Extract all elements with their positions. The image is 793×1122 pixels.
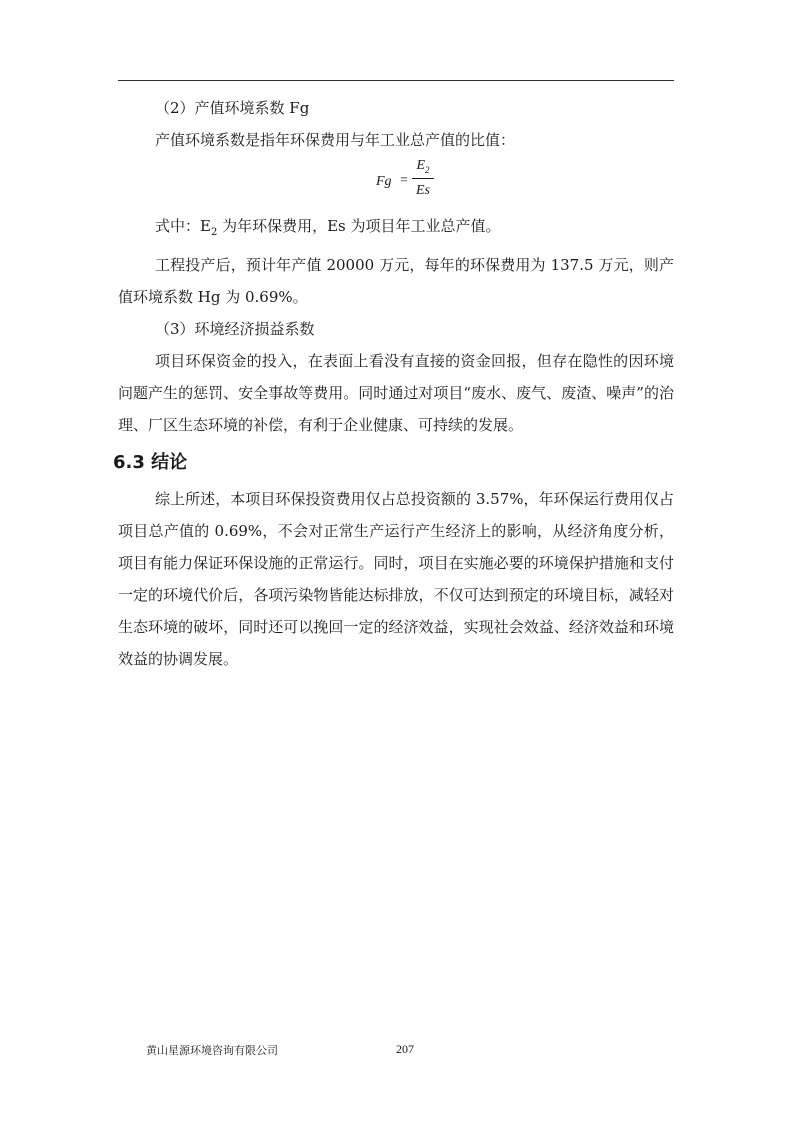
where-text — [118, 210, 674, 249]
fg-formula — [118, 156, 674, 208]
formula-fraction-bar — [412, 178, 434, 179]
calc-text: 工程投产后，预计年产值 20000 万元，每年的环保费用为 137.5 万元，则产值环境系数 Hg 为 0.69%。 — [118, 256, 674, 306]
formula-lhs: Fg — [376, 174, 392, 189]
loss-text: 项目环保资金的投入，在表面上看没有直接的资金回报，但存在隐性的因环境问题产生的惩罚、安全事故等费用。同时通过对项目“废水、废气、废渣、噪声”的治理、厂区生态环境的补偿，有利于企业健康、可持续的发展。 — [118, 352, 674, 434]
conclusion-heading: 6.3 结论 — [113, 452, 188, 473]
footer-page-number: 207 — [396, 1042, 414, 1056]
fg-definition: 产值环境系数是指年环保费用与年工业总产值的比值： — [155, 131, 516, 149]
formula-numerator-sub: 2 — [425, 164, 430, 175]
formula-fraction — [412, 156, 434, 201]
formula-equals: = — [400, 173, 408, 188]
where-prefix: 式中：E — [155, 217, 211, 235]
formula-numerator — [412, 156, 434, 176]
where-sub: 2 — [210, 227, 218, 238]
header-rule — [118, 80, 674, 81]
where-suffix: 为年环保费用，Es 为项目年工业总产值。 — [217, 217, 501, 235]
page-footer — [0, 1042, 793, 1062]
section-loss-title: （3）环境经济损益系数 — [155, 320, 315, 338]
formula-numerator-var: E — [416, 158, 426, 173]
section-fg-title: （2）产值环境系数 Fg — [155, 99, 310, 117]
formula-denominator: Es — [416, 183, 430, 198]
page-body — [113, 92, 674, 675]
conclusion-text: 综上所述，本项目环保投资费用仅占总投资额的 3.57%，年环保运行费用仅占项目总产值的 0.69%，不会对正常生产运行产生经济上的影响，从经济角度分析，项目有能力保证环保设施的正常运行。同时，项目在实施必要的环境保护措施和支付一定的环境代价后，各项污染物皆能达标排放，不仅可达到预定的环境目标，减轻对生态环境的破坏，同时还可以挽回一定的经济效益，实现社会效益、经济效益和环境效益的协调发展。 — [118, 490, 674, 668]
footer-company: 黄山星源环境咨询有限公司 — [146, 1044, 278, 1057]
